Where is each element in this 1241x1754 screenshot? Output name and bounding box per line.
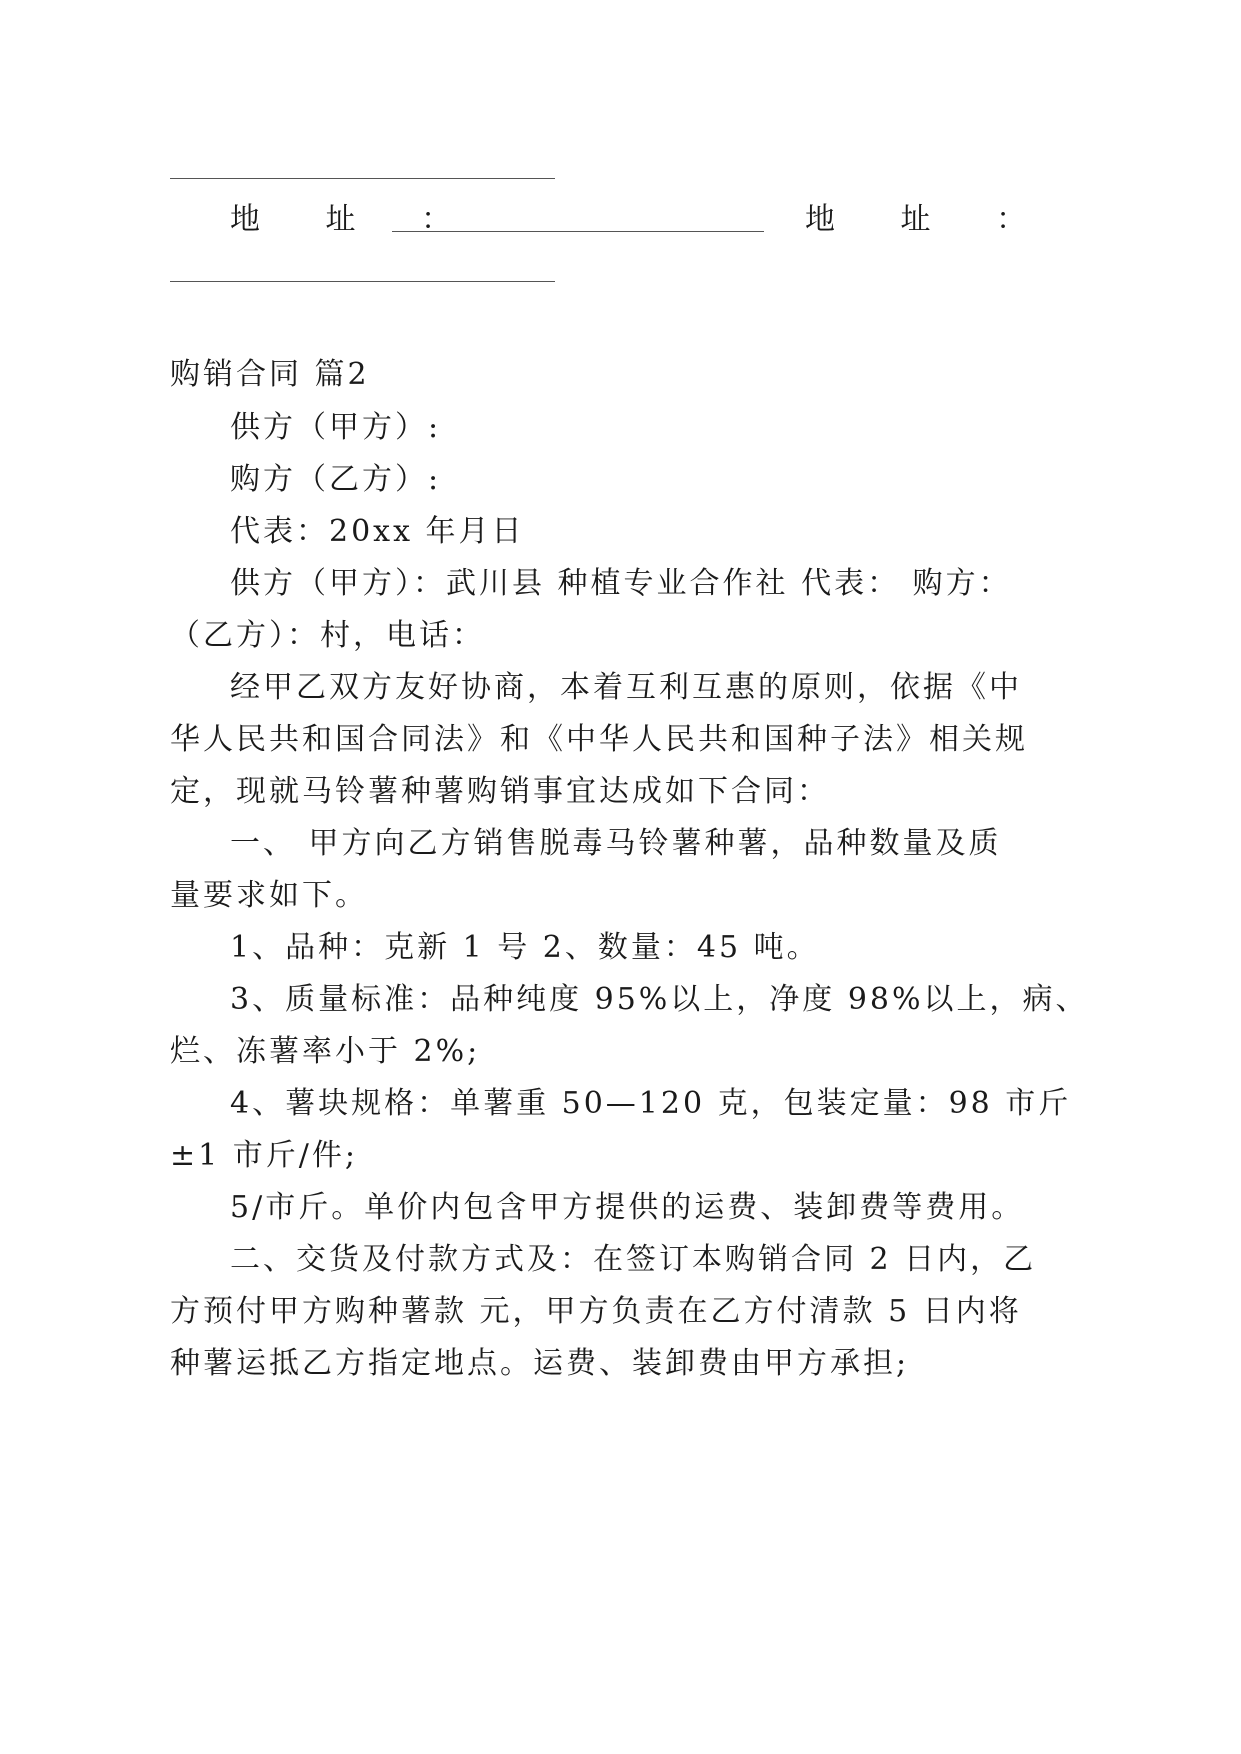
address-blank-line-left [392, 231, 764, 232]
body-line: 5/市斤。单价内包含甲方提供的运费、装卸费等费用。 [230, 1190, 1025, 1225]
body-line: 1、品种：克新 1 号 2、数量：45 吨。 [230, 930, 820, 965]
body-line: 供方（甲方）: [230, 410, 442, 445]
body-line: 一、 甲方向乙方销售脱毒马铃薯种薯，品种数量及质 [230, 826, 1002, 861]
body-line: 烂、冻薯率小于 2%; [170, 1034, 481, 1069]
address-label-right: 地 址 ： [805, 202, 1055, 237]
body-line: 二、交货及付款方式及：在签订本购销合同 2 日内，乙 [230, 1242, 1037, 1277]
body-line: 代表：20xx 年月日 [230, 514, 525, 549]
address-label-left: 地 址 ： [230, 202, 480, 237]
body-line: 供方（甲方）：武川县 种植专业合作社 代表： 购方： [230, 566, 1012, 601]
body-line: 华人民共和国合同法》和《中华人民共和国种子法》相关规 [170, 722, 1028, 757]
body-line: 购方（乙方）: [230, 462, 442, 497]
section-title: 购销合同 篇2 [170, 357, 370, 392]
body-line: （乙方）：村，电话： [170, 618, 485, 653]
body-line: 量要求如下。 [170, 878, 368, 913]
blank-line-top [170, 178, 555, 179]
body-line: 种薯运抵乙方指定地点。运费、装卸费由甲方承担; [170, 1346, 910, 1381]
body-line: 经甲乙双方友好协商，本着互利互惠的原则，依据《中 [230, 670, 1022, 705]
body-line: 方预付甲方购种薯款 元，甲方负责在乙方付清款 5 日内将 [170, 1294, 1022, 1329]
body-line: ±1 市斤/件; [170, 1138, 358, 1173]
body-line: 定，现就马铃薯种薯购销事宜达成如下合同： [170, 774, 830, 809]
body-line: 3、质量标准：品种纯度 95%以上，净度 98%以上，病、 [230, 982, 1089, 1017]
body-line: 4、薯块规格：单薯重 50—120 克，包装定量：98 市斤 [230, 1086, 1072, 1121]
address-blank-line-right [170, 281, 555, 282]
